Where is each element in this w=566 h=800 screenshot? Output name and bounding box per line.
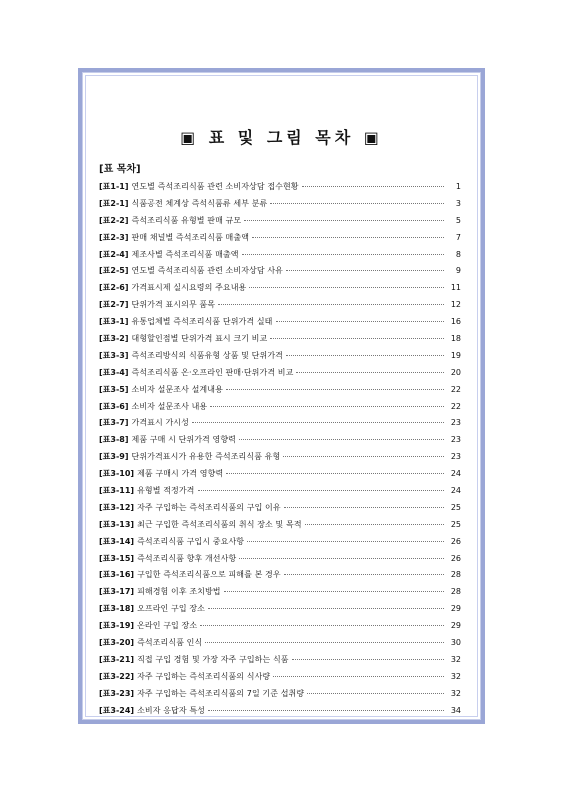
toc-entry-label: [표3-19] bbox=[99, 621, 135, 631]
table-of-contents bbox=[99, 179, 461, 720]
toc-entry-title: 소비자 설문조사 설계내용 bbox=[131, 384, 223, 394]
toc-entry-label: [표2-4] bbox=[99, 249, 129, 259]
toc-entry[interactable] bbox=[99, 686, 461, 703]
toc-entry-page-number: 19 bbox=[450, 350, 461, 360]
toc-entry[interactable] bbox=[99, 297, 461, 314]
toc-entry[interactable] bbox=[99, 483, 461, 500]
toc-entry-title: 가격표시제 실시요령의 주요내용 bbox=[131, 283, 247, 293]
toc-entry-title: 즉석조리방식의 식품유형 상품 및 단위가격 bbox=[131, 350, 283, 360]
toc-entry[interactable] bbox=[99, 382, 461, 399]
toc-entry-label: [표3-2] bbox=[99, 334, 129, 344]
toc-leader-dots bbox=[242, 254, 444, 255]
toc-entry-page-number: 26 bbox=[450, 553, 461, 563]
toc-entry-label: [표3-9] bbox=[99, 452, 129, 462]
toc-entry-label: [표3-22] bbox=[99, 671, 135, 681]
toc-entry-label: [표3-14] bbox=[99, 536, 135, 546]
toc-entry[interactable] bbox=[99, 263, 461, 280]
toc-entry-label: [표2-7] bbox=[99, 300, 129, 310]
page-title: ▣ 표 및 그림 목차 ▣ bbox=[180, 128, 383, 147]
toc-entry[interactable] bbox=[99, 179, 461, 196]
toc-entry-page-number: 34 bbox=[450, 705, 461, 715]
toc-leader-dots bbox=[249, 287, 444, 288]
toc-entry-page-number: 12 bbox=[450, 300, 461, 310]
toc-entry-label: [표3-18] bbox=[99, 604, 135, 614]
toc-entry-page-number: 29 bbox=[450, 604, 461, 614]
toc-entry-page-number: 32 bbox=[450, 654, 461, 664]
toc-entry-page-number: 25 bbox=[450, 519, 461, 529]
toc-entry-title: 유형별 적정가격 bbox=[137, 486, 195, 496]
toc-entry[interactable] bbox=[99, 551, 461, 568]
toc-entry-title: 온라인 구입 장소 bbox=[137, 621, 198, 631]
toc-leader-dots bbox=[200, 625, 444, 626]
toc-entry-label: [표2-5] bbox=[99, 266, 129, 276]
toc-entry-label: [표3-23] bbox=[99, 688, 135, 698]
toc-entry-title: 소비자 응답자 특성 bbox=[137, 705, 205, 715]
toc-entry[interactable] bbox=[99, 635, 461, 652]
toc-entry-page-number: 30 bbox=[450, 638, 461, 648]
toc-entry-page-number: 23 bbox=[450, 452, 461, 462]
toc-entry[interactable] bbox=[99, 703, 461, 720]
toc-entry-page-number: 28 bbox=[450, 587, 461, 597]
toc-entry[interactable] bbox=[99, 567, 461, 584]
toc-entry-page-number: 24 bbox=[450, 469, 461, 479]
toc-entry-label: [표1-1] bbox=[99, 182, 129, 191]
toc-entry[interactable] bbox=[99, 399, 461, 416]
toc-entry[interactable] bbox=[99, 314, 461, 331]
toc-entry[interactable] bbox=[99, 618, 461, 635]
toc-entry[interactable] bbox=[99, 432, 461, 449]
toc-entry[interactable] bbox=[99, 534, 461, 551]
toc-entry[interactable] bbox=[99, 601, 461, 618]
toc-entry[interactable] bbox=[99, 652, 461, 669]
toc-leader-dots bbox=[276, 321, 444, 322]
toc-leader-dots bbox=[205, 642, 444, 643]
toc-entry[interactable] bbox=[99, 415, 461, 432]
toc-entry-label: [표3-3] bbox=[99, 350, 129, 360]
toc-entry-title: 제품 구매 시 단위가격 영향력 bbox=[131, 435, 237, 445]
toc-leader-dots bbox=[307, 693, 444, 694]
toc-entry-title: 최근 구입한 즉석조리식품의 취식 장소 및 목적 bbox=[137, 519, 302, 529]
toc-entry-label: [표3-7] bbox=[99, 418, 129, 428]
toc-entry[interactable] bbox=[99, 348, 461, 365]
toc-entry-page-number: 18 bbox=[450, 334, 461, 344]
toc-entry-title: 즉석조리식품 구입시 중요사항 bbox=[137, 536, 245, 546]
toc-leader-dots bbox=[284, 507, 444, 508]
toc-leader-dots bbox=[252, 237, 444, 238]
toc-entry-label: [표2-6] bbox=[99, 283, 129, 293]
toc-entry-label: [표3-16] bbox=[99, 570, 135, 580]
toc-entry-label: [표2-1] bbox=[99, 198, 129, 208]
toc-entry-page-number: 8 bbox=[455, 249, 461, 259]
toc-entry-title: 판매 채널별 즉석조리식품 매출액 bbox=[131, 232, 250, 242]
toc-entry-page-number: 9 bbox=[455, 266, 461, 276]
toc-entry-title: 피해경험 이후 조치방법 bbox=[137, 587, 221, 597]
toc-entry[interactable] bbox=[99, 280, 461, 297]
toc-entry-title: 제조사별 즉석조리식품 매출액 bbox=[131, 249, 239, 259]
toc-leader-dots bbox=[208, 710, 444, 711]
toc-leader-dots bbox=[296, 372, 444, 373]
toc-entry-label: [표3-11] bbox=[99, 486, 135, 496]
toc-leader-dots bbox=[273, 676, 444, 677]
toc-entry-label: [표3-4] bbox=[99, 367, 129, 377]
toc-entry-page-number: 22 bbox=[450, 401, 461, 411]
toc-entry-label: [표3-5] bbox=[99, 384, 129, 394]
toc-entry-page-number: 32 bbox=[450, 671, 461, 681]
toc-entry-label: [표3-15] bbox=[99, 553, 135, 563]
toc-entry-title: 제품 구매시 가격 영향력 bbox=[137, 469, 224, 479]
toc-entry[interactable] bbox=[99, 500, 461, 517]
section-heading-tables: [표 목차] bbox=[99, 164, 141, 175]
toc-entry-page-number: 22 bbox=[450, 384, 461, 394]
toc-entry-title: 연도별 즉석조리식품 관련 소비자상담 접수현황 bbox=[131, 182, 299, 191]
toc-entry-page-number: 3 bbox=[455, 198, 461, 208]
toc-leader-dots bbox=[244, 220, 444, 221]
toc-leader-dots bbox=[198, 490, 444, 491]
toc-entry-page-number: 29 bbox=[450, 621, 461, 631]
toc-entry-title: 가격표시 가시성 bbox=[131, 418, 189, 428]
toc-leader-dots bbox=[270, 203, 444, 204]
toc-entry-title: 즉석조리식품 향후 개선사항 bbox=[137, 553, 237, 563]
toc-leader-dots bbox=[239, 439, 444, 440]
toc-entry-title: 단위가격 표시의무 품목 bbox=[131, 300, 216, 310]
toc-entry-label: [표3-1] bbox=[99, 317, 129, 327]
toc-entry-label: [표3-20] bbox=[99, 638, 135, 648]
toc-leader-dots bbox=[283, 456, 444, 457]
toc-entry-title: 직접 구입 경험 및 가장 자주 구입하는 식품 bbox=[137, 654, 289, 664]
toc-entry-page-number: 25 bbox=[450, 502, 461, 512]
toc-entry-label: [표3-17] bbox=[99, 587, 135, 597]
toc-leader-dots bbox=[218, 304, 444, 305]
toc-entry-title: 즉석조리식품 유형별 판매 규모 bbox=[131, 215, 242, 225]
toc-entry[interactable] bbox=[99, 331, 461, 348]
toc-entry-title: 유통업체별 즉석조리식품 단위가격 실태 bbox=[131, 317, 273, 327]
toc-leader-dots bbox=[292, 659, 444, 660]
toc-entry-title: 대형할인점별 단위가격 표시 크기 비교 bbox=[131, 334, 268, 344]
toc-entry-title: 자주 구입하는 즉석조리식품의 7일 기준 섭취량 bbox=[137, 688, 305, 698]
toc-entry[interactable] bbox=[99, 517, 461, 534]
toc-entry[interactable] bbox=[99, 449, 461, 466]
toc-leader-dots bbox=[270, 338, 444, 339]
toc-leader-dots bbox=[286, 355, 444, 356]
toc-entry-page-number: 20 bbox=[450, 367, 461, 377]
toc-entry-page-number: 28 bbox=[450, 570, 461, 580]
toc-entry-title: 소비자 설문조사 내용 bbox=[131, 401, 208, 411]
toc-entry-title: 자주 구입하는 즉석조리식품의 식사량 bbox=[137, 671, 271, 681]
toc-leader-dots bbox=[247, 541, 444, 542]
toc-entry-page-number: 11 bbox=[450, 283, 461, 293]
toc-leader-dots bbox=[302, 186, 444, 187]
toc-leader-dots bbox=[305, 524, 444, 525]
page-frame bbox=[78, 68, 485, 724]
toc-entry-title: 즉석조리식품 인식 bbox=[137, 638, 203, 648]
toc-entry-title: 오프라인 구입 장소 bbox=[137, 604, 205, 614]
toc-entry-label: [표2-2] bbox=[99, 215, 129, 225]
toc-entry[interactable] bbox=[99, 669, 461, 686]
toc-entry-page-number: 26 bbox=[450, 536, 461, 546]
toc-leader-dots bbox=[286, 270, 444, 271]
toc-entry-label: [표2-3] bbox=[99, 232, 129, 242]
toc-entry-title: 자주 구입하는 즉석조리식품의 구입 이유 bbox=[137, 502, 281, 512]
toc-leader-dots bbox=[284, 574, 444, 575]
toc-leader-dots bbox=[192, 422, 444, 423]
toc-entry-page-number: 32 bbox=[450, 688, 461, 698]
toc-entry-title: 단위가격표시가 유용한 즉석조리식품 유형 bbox=[131, 452, 281, 462]
toc-leader-dots bbox=[224, 591, 444, 592]
toc-leader-dots bbox=[226, 473, 444, 474]
toc-entry[interactable] bbox=[99, 213, 461, 230]
toc-entry[interactable] bbox=[99, 466, 461, 483]
toc-entry-title: 연도별 즉석조리식품 관련 소비자상담 사유 bbox=[131, 266, 283, 276]
toc-entry-page-number: 23 bbox=[450, 435, 461, 445]
toc-entry-label: [표3-10] bbox=[99, 469, 135, 479]
toc-entry-label: [표3-6] bbox=[99, 401, 129, 411]
toc-entry-label: [표3-24] bbox=[99, 705, 135, 715]
toc-entry-label: [표3-12] bbox=[99, 502, 135, 512]
toc-entry[interactable] bbox=[99, 584, 461, 601]
toc-entry-page-number: 23 bbox=[450, 418, 461, 428]
toc-entry-label: [표3-8] bbox=[99, 435, 129, 445]
toc-leader-dots bbox=[208, 608, 444, 609]
toc-leader-dots bbox=[239, 558, 444, 559]
toc-entry-page-number: 16 bbox=[450, 317, 461, 327]
toc-entry-title: 즉석조리식품 온·오프라인 판매·단위가격 비교 bbox=[131, 367, 294, 377]
toc-leader-dots bbox=[210, 406, 444, 407]
toc-entry-page-number: 7 bbox=[455, 232, 461, 242]
toc-entry[interactable] bbox=[99, 230, 461, 247]
toc-leader-dots bbox=[226, 389, 444, 390]
toc-entry-label: [표3-13] bbox=[99, 519, 135, 529]
toc-entry-label: [표3-21] bbox=[99, 654, 135, 664]
toc-entry-title: 식품공전 체계상 즉석식품류 세부 분류 bbox=[131, 198, 268, 208]
toc-entry-page-number: 1 bbox=[455, 182, 461, 191]
toc-entry-page-number: 24 bbox=[450, 486, 461, 496]
toc-entry-title: 구입한 즉석조리식품으로 피해를 본 경우 bbox=[137, 570, 281, 580]
toc-entry[interactable] bbox=[99, 196, 461, 213]
toc-entry-page-number: 5 bbox=[455, 215, 461, 225]
toc-entry[interactable] bbox=[99, 247, 461, 264]
toc-entry[interactable] bbox=[99, 365, 461, 382]
